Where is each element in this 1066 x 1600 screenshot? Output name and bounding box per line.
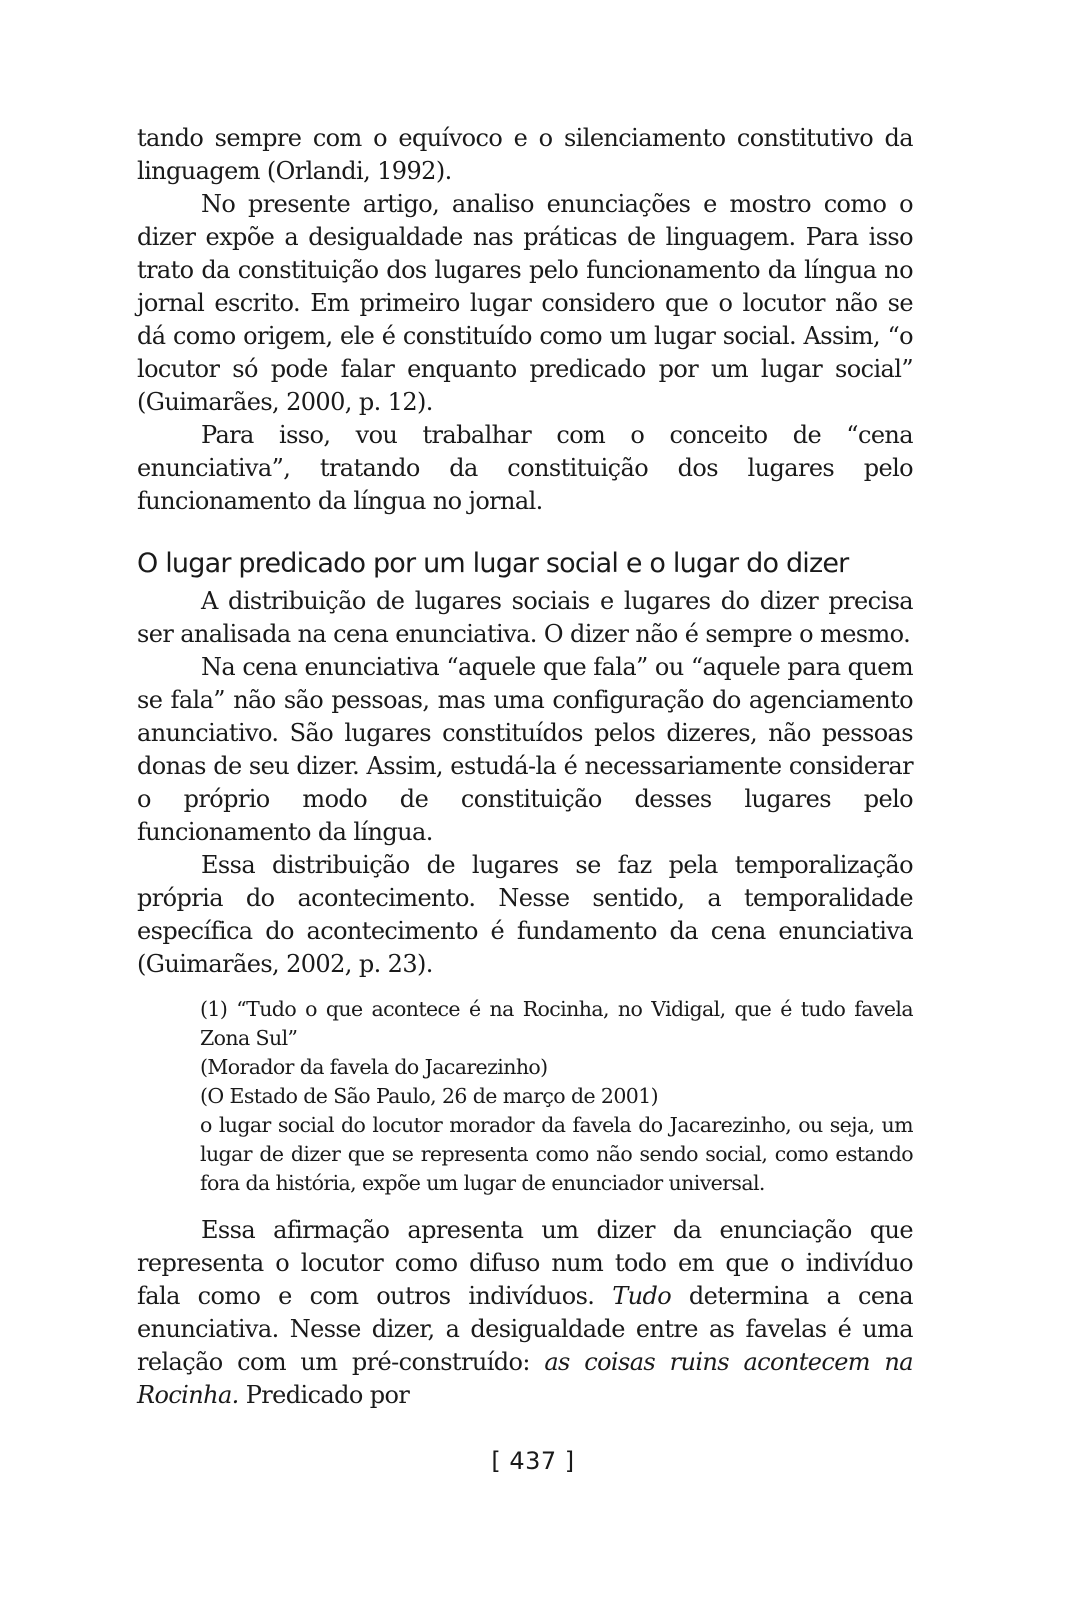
paragraph-enunciative-scene: Para isso, vou trabalhar com o conceito de “cena enunciativa”, tratando da constituição dos lugares pelo funcionamento da língua no jornal.	[137, 421, 913, 515]
section-heading: O lugar predicado por um lugar social e o lugar do dizer	[137, 548, 849, 579]
example-source: (O Estado de São Paulo, 26 de março de 2001)	[200, 1084, 659, 1108]
paragraph-who-speaks: Na cena enunciativa “aquele que fala” ou “aquele para quem se fala” não são pessoas, mas uma configuração do agenciamento anunciativo. São lugares constituídos pelos dizeres, não pessoas donas de seu dizer. Assim, estudá-la é necessariamente considerar o próprio modo de constituição desses lugares pelo funcionamento da língua.	[137, 653, 913, 846]
closing-italic-tudo: Tudo	[612, 1282, 672, 1310]
closing-italic-preconstructed: as coisas ruins acontecem na Rocinha.	[137, 1348, 913, 1409]
page-number: [ 437 ]	[491, 1447, 575, 1475]
paragraph-present-article: No presente artigo, analiso enunciações e mostro como o dizer expõe a desigualdade nas práticas de linguagem. Para isso trato da constituição dos lugares pelo funcionamento da língua no jornal escrito. Em primeiro lugar considero que o locutor não se dá como origem, ele é constituído como um lugar social. Assim, “o locutor só pode falar enquanto predicado por um lugar social” (Guimarães, 2000, p. 12).	[137, 190, 913, 416]
page-content	[137, 122, 913, 1412]
example-comment: o lugar social do locutor morador da favela do Jacarezinho, ou seja, um lugar de dizer que se representa como não sendo social, como estando fora da história, expõe um lugar de enunciador universal.	[200, 1113, 913, 1195]
paragraph-continuation: tando sempre com o equívoco e o silenciamento constitutivo da linguagem (Orlandi, 1992).	[137, 124, 913, 185]
example-attribution: (Morador da favela do Jacarezinho)	[200, 1055, 548, 1079]
closing-text-part1: Essa afirmação apresenta um dizer da enunciação que representa o locutor como difuso num todo em que o indivíduo fala como e com outros indivíduos.	[137, 1216, 913, 1310]
example-block	[200, 995, 913, 1198]
closing-text-part3: Predicado por	[238, 1381, 410, 1409]
closing-text-part2: determina a cena enunciativa. Nesse dizer, a desigualdade entre as favelas é uma relação com um pré-construído:	[137, 1282, 914, 1376]
paragraph-temporalization: Essa distribuição de lugares se faz pela temporalização própria do acontecimento. Nesse sentido, a temporalidade específica do acontecimento é fundamento da cena enunciativa (Guimarães, 2002, p. 23).	[137, 851, 913, 978]
example-quote: (1) “Tudo o que acontece é na Rocinha, no Vidigal, que é tudo favela Zona Sul”	[200, 997, 913, 1050]
paragraph-closing	[137, 1214, 913, 1412]
paragraph-distribution: A distribuição de lugares sociais e lugares do dizer precisa ser analisada na cena enunciativa. O dizer não é sempre o mesmo.	[137, 587, 913, 648]
